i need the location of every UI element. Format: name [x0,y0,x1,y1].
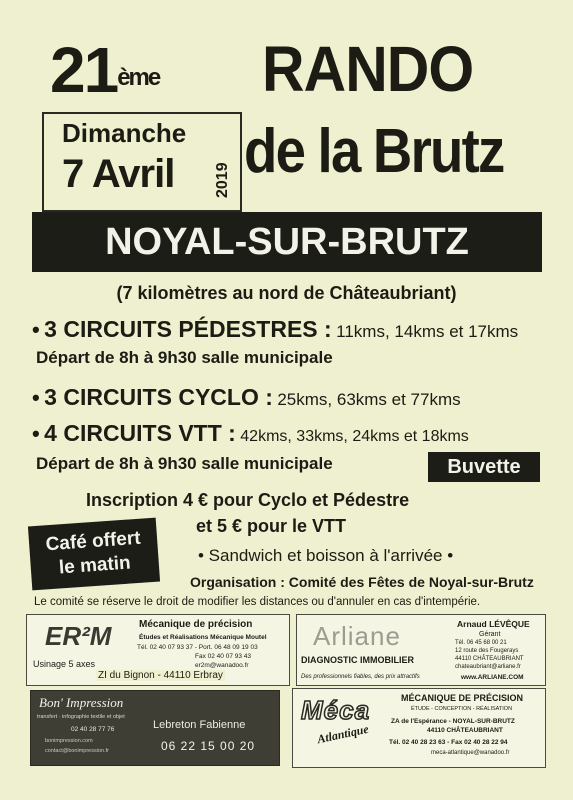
bon-impression-mobile: 06 22 15 00 20 [161,739,256,753]
er2m-tagline: Usinage 5 axes [33,659,96,669]
cafe-badge [28,518,160,591]
arliane-phone: Tél. 06 45 68 00 21 [455,640,507,646]
arliane-logo: Arliane [313,621,401,651]
meca-logo-sub: Atlantique [316,721,370,747]
bon-impression-web2: contact@bonimpression.fr [45,748,109,754]
er2m-email: er2m@wanadoo.fr [195,662,249,669]
circuit-pedestre [32,316,518,343]
edition-number [50,34,159,106]
sponsor-arliane [296,614,546,686]
meca-logo: Méca [301,695,371,725]
er2m-title: Mécanique de précision [139,619,253,630]
edition-number-value: 21 [50,34,118,106]
circuit-title: 3 CIRCUITS CYCLO : [44,384,273,410]
departure-vtt: Départ de 8h à 9h30 salle municipale [36,454,333,473]
inscription-line1: Inscription 4 € pour Cyclo et Pédestre [86,490,410,510]
er2m-logo: ER²M [45,621,112,651]
sandwich-note: • Sandwich et boisson à l'arrivée • [198,546,454,565]
bon-impression-name: Lebreton Fabienne [153,719,246,731]
meca-address1: ZA de l'Espérance - NOYAL-SUR-BRUTZ [391,718,515,725]
er2m-phone: Tél. 02 40 07 93 37 - Port. 06 48 09 19 03 [137,644,258,651]
meca-title: MÉCANIQUE DE PRÉCISION [401,693,524,703]
er2m-subtitle: Études et Réalisations Mécanique Moutel [139,634,267,641]
bon-impression-phone: 02 40 28 77 76 [71,726,115,733]
circuit-title: 4 CIRCUITS VTT : [44,420,236,446]
town-banner [32,212,542,272]
circuit-bullet: • [32,385,40,410]
meca-email: meca-atlantique@wanadoo.fr [431,750,510,756]
er2m-fax: Fax 02 40 07 93 43 [195,653,252,660]
buvette-badge [428,452,540,482]
circuit-bullet: • [32,317,40,342]
circuit-distances: 11kms, 14kms et 17kms [336,322,519,341]
arliane-contact-role: Gérant [479,631,501,638]
edition-suffix: ème [117,64,160,91]
cafe-line1: Café offert [44,527,142,556]
arliane-slogan: Des professionnels fiables, des prix attractifs [301,674,420,680]
disclaimer: Le comité se réserve le droit de modifier les distances ou d'annuler en cas d'intempérie. [34,596,481,608]
er2m-address: ZI du Bignon - 44110 Erbray [98,670,223,681]
brutz-title: de la Brutz [244,117,504,186]
circuit-distances: 25kms, 63kms et 77kms [277,390,461,409]
arliane-email: chateaubriant@arliane.fr [455,664,521,670]
rando-title: RANDO [262,33,474,105]
circuit-bullet: • [32,421,40,446]
cafe-line2: le matin [58,552,132,579]
sponsor-bon-impression [30,690,280,766]
town-name: NOYAL-SUR-BRUTZ [105,220,469,263]
departure-pedestre: Départ de 8h à 9h30 salle municipale [36,348,333,367]
inscription-line2: et 5 € pour le VTT [196,516,347,536]
arliane-address2: 44110 CHÂTEAUBRIANT [455,656,524,662]
meca-subtitle: ÉTUDE - CONCEPTION - RÉALISATION [411,706,513,712]
circuit-cyclo [32,384,461,411]
event-date: 7 Avril [62,152,175,196]
organisation: Organisation : Comité des Fêtes de Noyal-sur-Brutz [190,574,534,590]
buvette-label: Buvette [447,455,521,478]
arliane-website: www.ARLIANE.COM [461,674,524,681]
bon-impression-logo: Bon' Impression [39,695,124,710]
circuit-title: 3 CIRCUITS PÉDESTRES : [44,316,332,342]
arliane-subtitle: DIAGNOSTIC IMMOBILIER [301,655,414,665]
arliane-contact-name: Arnaud LÉVÊQUE [457,619,530,629]
meca-address2: 44110 CHÂTEAUBRIANT [427,727,503,734]
day-name: Dimanche [62,118,187,148]
sponsor-meca [292,688,546,768]
event-year: 2019 [214,162,231,198]
location-note: (7 kilomètres au nord de Châteaubriant) [116,283,457,303]
meca-phone: Tél. 02 40 28 23 63 - Fax 02 40 28 22 94 [389,739,508,746]
bon-impression-web1: bonimpression.com [45,738,93,744]
arliane-address1: 12 route des Fougerays [455,648,519,654]
circuit-vtt [32,420,469,447]
bon-impression-line1: transfert · infographie textile et objet [37,714,125,720]
circuit-distances: 42kms, 33kms, 24kms et 18kms [240,428,469,445]
